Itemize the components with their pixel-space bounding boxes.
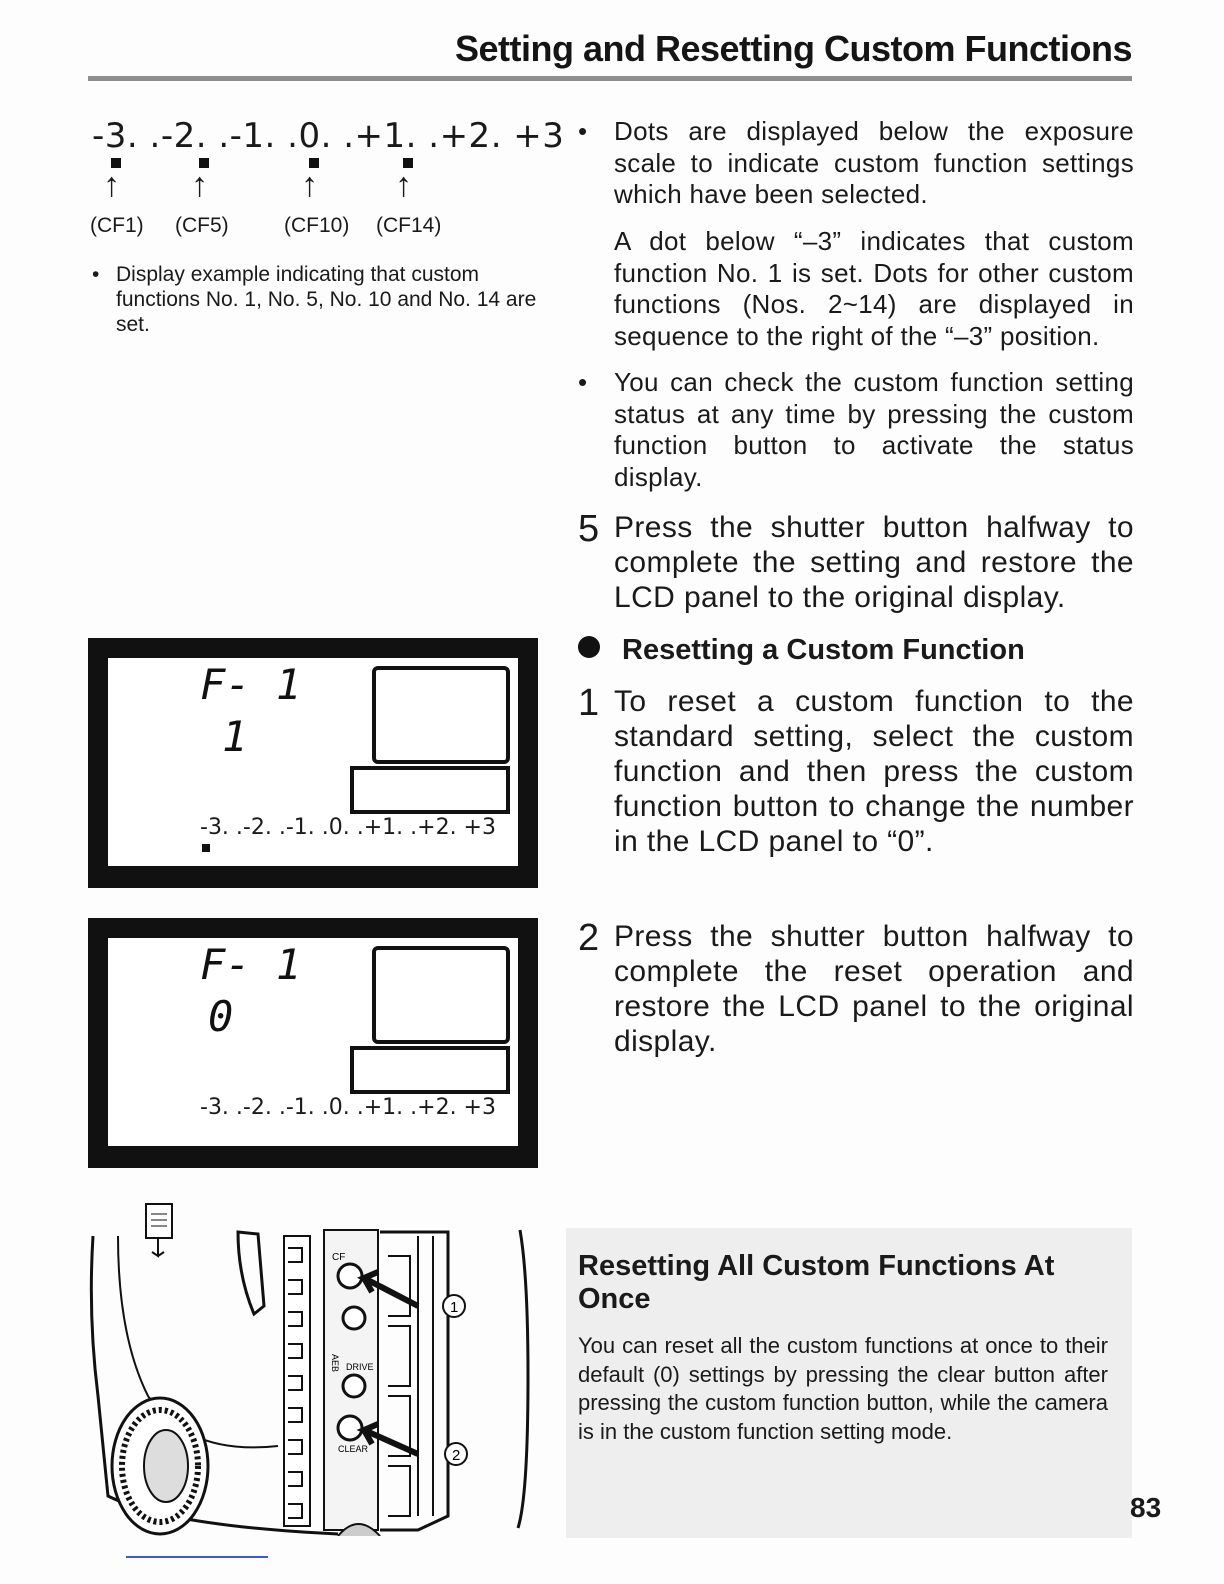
bullet-icon: • [92,263,100,286]
lcd-function-label: F- 1 [200,940,302,989]
arrow-up-icon: ↑ [103,166,120,204]
mode-dial [112,1398,208,1534]
info-box-body: You can reset all the custom functions at once to their default (0) settings by pressing the clear button after pressing the custom function button, while the camera is in the custom function setting mode. [578,1333,1108,1444]
callout-1: 1 [450,1299,459,1316]
bullet-icon: • [578,116,588,146]
lcd-segment-box [372,666,510,764]
info-box-title: Resetting All Custom Functions At Once [578,1250,1055,1315]
step-1: 1 To reset a custom function to the standard setting, select the custom function and then press the custom function button to change the number in the LCD panel to “0”. [578,682,1134,858]
lcd-exposure-scale: -3. .-2. .-1. .0. .+1. .+2. +3 [200,1095,496,1120]
section-heading: Resetting a Custom Function [578,634,1025,667]
dot-explanation: A dot below “–3” indicates that custom function No. 1 is set. Dots for other custom functions (Nos. 2~14) are displayed in sequence to the right of the “–3” position. [614,226,1134,351]
cf-dot-marker [202,844,210,852]
cf-button [338,1264,362,1288]
step-number: 1 [578,682,600,724]
exposure-scale-example: -3. .-2. .-1. .0. .+1. .+2. +3 [92,116,565,156]
bullet-dots-displayed: • Dots are displayed below the exposure scale to indicate custom function settings which have been selected. [578,116,1134,209]
drive-label: DRIVE [346,1362,374,1372]
step-number: 5 [578,508,600,550]
step-2: 2 Press the shutter button halfway to complete the reset operation and restore the LCD panel to the original display. [578,917,1134,1058]
bullet-icon [578,636,600,658]
lcd-segment-box [350,766,510,814]
lcd-panel-value-1 [88,638,538,888]
arrow-up-icon: ↑ [191,166,208,204]
page-number: 83 [1130,1492,1162,1523]
lcd-exposure-scale: -3. .-2. .-1. .0. .+1. .+2. +3 [200,815,496,840]
callout-2: 2 [452,1447,461,1464]
lcd-function-value: 0 [208,992,234,1041]
footer-rule [126,1556,268,1558]
bullet-icon: • [578,367,588,397]
cf-label: (CF10) [284,214,350,237]
header-rule [88,76,1132,81]
cf-label: (CF1) [90,214,144,237]
page-title: Setting and Resetting Custom Functions [454,28,1132,69]
document-icon [146,1204,172,1238]
step-5: 5 Press the shutter button halfway to complete the setting and restore the LCD panel to the original display. [578,508,1134,614]
clear-button [338,1416,362,1440]
cf-label: (CF14) [376,214,442,237]
lcd-segment-box [350,1046,510,1094]
drive-button [343,1375,365,1397]
camera-illustration [88,1196,538,1536]
lcd-segment-box [372,946,510,1044]
cf-label: CF [332,1252,346,1263]
cf-label: (CF5) [175,214,229,237]
arrow-up-icon: ↑ [301,166,318,204]
lcd-function-value: 1 [222,712,248,761]
clear-label: CLEAR [338,1444,369,1454]
lcd-panel-value-0 [88,918,538,1168]
info-box [566,1228,1132,1538]
arrow-up-icon: ↑ [395,166,412,204]
scale-caption: • Display example indicating that custom functions No. 1, No. 5, No. 10 and No. 14 are set. [92,263,537,336]
step-number: 2 [578,917,600,959]
aeb-label: AEB [330,1354,340,1373]
lcd-function-label: F- 1 [200,660,302,709]
bullet-check-status: • You can check the custom function setting status at any time by pressing the custom function button to activate the status display. [578,367,1134,492]
aeb-button [343,1307,365,1329]
